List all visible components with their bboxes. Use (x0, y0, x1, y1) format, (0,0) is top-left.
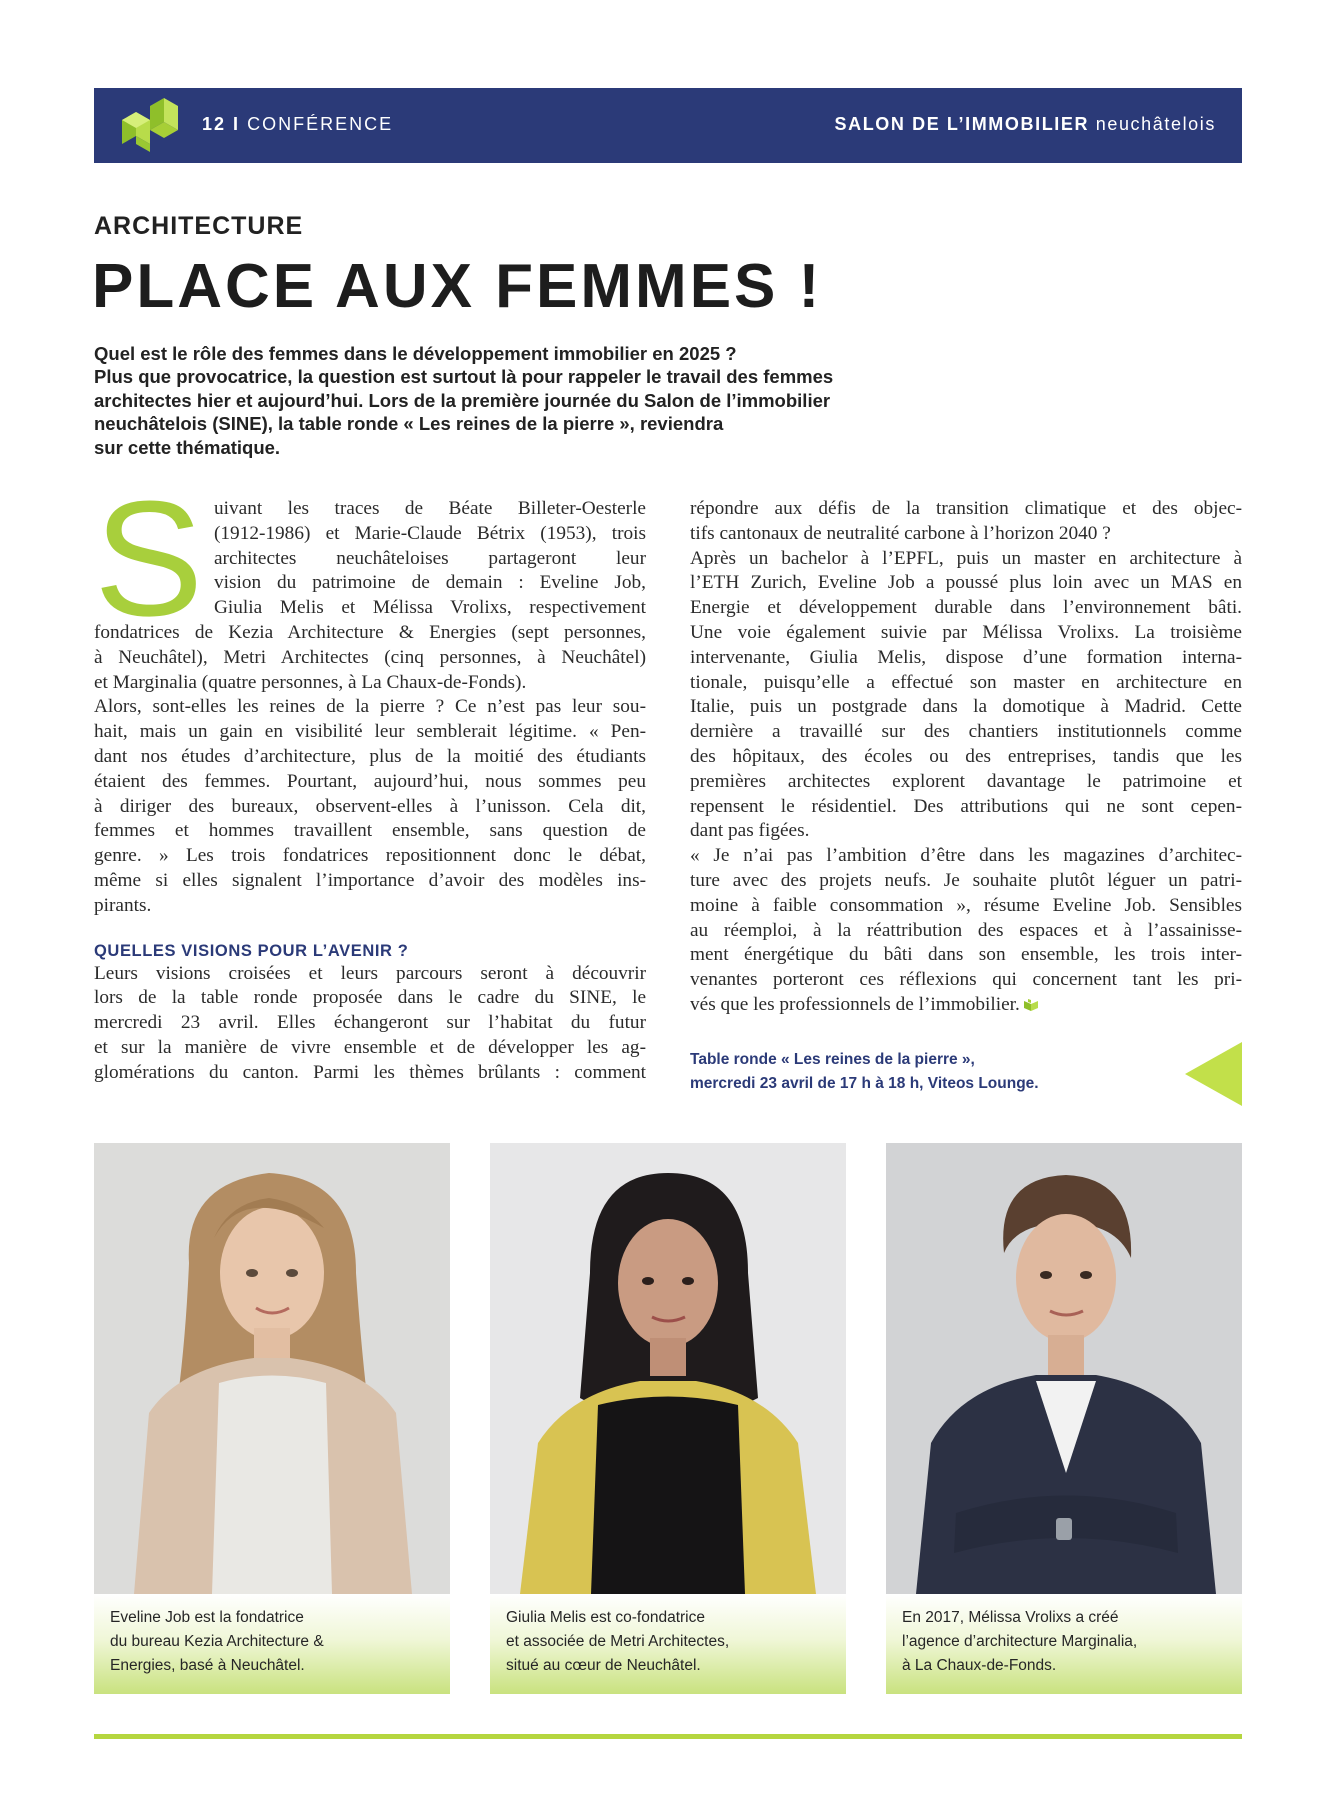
body-line: à Neuchâtel), Metri Architectes (cinq personnes, à Neuchâtel) (94, 646, 646, 668)
body-line: pirants. (94, 894, 152, 916)
article-title: PLACE AUX FEMMES ! (92, 252, 823, 321)
caption-line: Giulia Melis est co-fondatrice (506, 1609, 705, 1626)
body-line: intervenante, Giulia Melis, dispose d’une formation interna- (690, 646, 1242, 668)
portrait-eveline-image (94, 1143, 450, 1594)
body-line: au réemploi, à la réattribution des espaces et à l’assainisse- (690, 919, 1242, 941)
body-line: Après un bachelor à l’EPFL, puis un master en architecture à (690, 547, 1242, 569)
publication-name-bold: SALON DE L’IMMOBILIER (834, 114, 1090, 134)
body-line: femmes et hommes travaillent ensemble, sans question de (94, 820, 646, 842)
body-line: à diriger des bureaux, observent-elles à l’unisson. Cela dit, (94, 795, 646, 817)
body-line: Une voie également suivie par Mélissa Vrolixs. La troisième (690, 621, 1242, 643)
body-line: Giulia Melis et Mélissa Vrolixs, respectivement (214, 597, 646, 619)
page-section-label (202, 114, 393, 135)
salon-logo-icon (122, 98, 182, 152)
portrait-caption (886, 1594, 1242, 1694)
body-line: l’ETH Zurich, Eveline Job a poussé plus loin avec un MAS en (690, 572, 1242, 594)
body-line: glomérations du canton. Parmi les thèmes brûlants : comment (94, 1061, 646, 1083)
body-line: architectes neuchâteloises partageront leur (214, 547, 646, 569)
page-number: 12 (202, 114, 227, 134)
body-line: Leurs visions croisées et leurs parcours seront à découvrir (94, 962, 646, 984)
caption-line: l’agence d’architecture Marginalia, (902, 1633, 1138, 1650)
caption-line: Energies, basé à Neuchâtel. (110, 1657, 305, 1674)
event-title: Table ronde « Les reines de la pierre », (690, 1051, 975, 1068)
portrait-photo (886, 1143, 1242, 1594)
section-separator: I (233, 114, 241, 134)
bottom-rule (94, 1734, 1242, 1739)
lime-triangle-icon (1185, 1042, 1242, 1106)
lead-line: Plus que provocatrice, la question est surtout là pour rappeler le travail des femmes (94, 366, 834, 388)
body-line: même si elles signalent l’importance d’avoir des modèles ins- (94, 869, 646, 891)
caption-line: En 2017, Mélissa Vrolixs a créé (902, 1609, 1119, 1626)
body-line: repensent le résidentiel. Des attributions qui ne sont cepen- (690, 795, 1242, 817)
body-line: répondre aux défis de la transition climatique et des objec- (690, 498, 1242, 519)
body-line: des hôpitaux, des écoles ou des entreprises, tandis que les (690, 745, 1242, 767)
portrait-card-eveline-job (94, 1143, 450, 1694)
body-line: Energie et développement durable dans l’environnement bâti. (690, 597, 1242, 619)
portrait-giulia-image (490, 1143, 846, 1594)
portrait-melissa-image (886, 1143, 1242, 1594)
body-line: Alors, sont-elles les reines de la pierre ? Ce n’est pas leur sou- (94, 696, 646, 718)
body-line: ture avec des projets neufs. Je souhaite plutôt léguer un patri- (690, 869, 1242, 891)
body-line: tionale, puisqu’elle a effectué son master en architecture en (690, 671, 1242, 693)
caption-line: du bureau Kezia Architecture & (110, 1633, 324, 1650)
body-line: Italie, puis un postgrade dans la domotique à Madrid. Cette (690, 696, 1242, 718)
article-column-left (94, 467, 646, 1086)
article-column-right (690, 497, 1242, 1018)
portrait-card-melissa-vrolixs (886, 1143, 1242, 1694)
body-line: ment énergétique du bâti dans son ensemble, les trois inter- (690, 944, 1242, 966)
body-line: fondatrices de Kezia Architecture & Energies (sept personnes, (94, 621, 646, 643)
body-line: et Marginalia (quatre personnes, à La Chaux-de-Fonds). (94, 671, 527, 693)
body-line: (1912-1986) et Marie-Claude Bétrix (1953), trois (214, 522, 646, 544)
lead-line: Quel est le rôle des femmes dans le développement immobilier en 2025 ? (94, 343, 737, 364)
article-kicker: ARCHITECTURE (94, 212, 304, 240)
body-line: lors de la table ronde proposée dans le cadre du SINE, le (94, 987, 646, 1009)
caption-line: Eveline Job est la fondatrice (110, 1609, 304, 1626)
body-line: premières architectes explorent davantage le patrimoine et (690, 770, 1242, 792)
event-datetime: mercredi 23 avril de 17 h à 18 h, Viteos Lounge. (690, 1075, 1039, 1092)
publication-name-light: neuchâtelois (1095, 114, 1216, 134)
body-line: et sur la manière de vivre ensemble et de développer les ag- (94, 1036, 646, 1058)
event-info (690, 1048, 1039, 1096)
section-name: CONFÉRENCE (247, 114, 394, 134)
article-end-icon (1024, 999, 1038, 1011)
body-line: tifs cantonaux de neutralité carbone à l’horizon 2040 ? (690, 522, 1111, 544)
caption-line: à La Chaux-de-Fonds. (902, 1657, 1057, 1674)
portrait-photo (94, 1143, 450, 1594)
lead-line: neuchâtelois (SINE), la table ronde « Les reines de la pierre », reviendra (94, 413, 724, 435)
body-line: mercredi 23 avril. Elles échangeront sur l’habitat du futur (94, 1012, 646, 1034)
body-line-text: vés que les professionnels de l’immobilier. (690, 993, 1020, 1015)
portrait-caption (94, 1594, 450, 1694)
body-line-last (690, 993, 1242, 1018)
lead-line: architectes hier et aujourd’hui. Lors de la première journée du Salon de l’immobilier (94, 389, 831, 411)
body-line: venantes porteront ces réflexions qui concernent tant les pri- (690, 969, 1242, 991)
body-line: vision du patrimoine de demain : Eveline Job, (214, 572, 646, 594)
body-line: moine à faible consommation », résume Eveline Job. Sensibles (690, 894, 1242, 916)
article-lead (94, 342, 994, 459)
header-bar (94, 88, 1242, 163)
body-line: genre. » Les trois fondatrices repositionnent donc le débat, (94, 845, 646, 867)
caption-line: et associée de Metri Architectes, (506, 1633, 730, 1650)
body-line: hait, mais un gain en visibilité leur semblerait légitime. « Pen- (94, 721, 646, 743)
body-line: étaient des femmes. Pourtant, aujourd’hui, nous sommes peu (94, 770, 646, 792)
drop-cap: S (94, 467, 204, 650)
portrait-card-giulia-melis (490, 1143, 846, 1694)
body-line: uivant les traces de Béate Billeter-Oesterle (214, 498, 646, 519)
portrait-photo (490, 1143, 846, 1594)
portrait-caption (490, 1594, 846, 1694)
body-line: dernière a travaillé sur des chantiers institutionnels comme (690, 721, 1242, 743)
body-line: dant nos études d’architecture, plus de la moitié des étudiants (94, 745, 646, 767)
body-line: dant pas figées. (690, 820, 810, 842)
section-subheading: QUELLES VISIONS POUR L’AVENIR ? (94, 941, 409, 960)
body-line: « Je n’ai pas l’ambition d’être dans les magazines d’architec- (690, 845, 1242, 867)
publication-name (835, 114, 1217, 135)
caption-line: situé au cœur de Neuchâtel. (506, 1657, 701, 1674)
lead-line: sur cette thématique. (94, 436, 281, 458)
